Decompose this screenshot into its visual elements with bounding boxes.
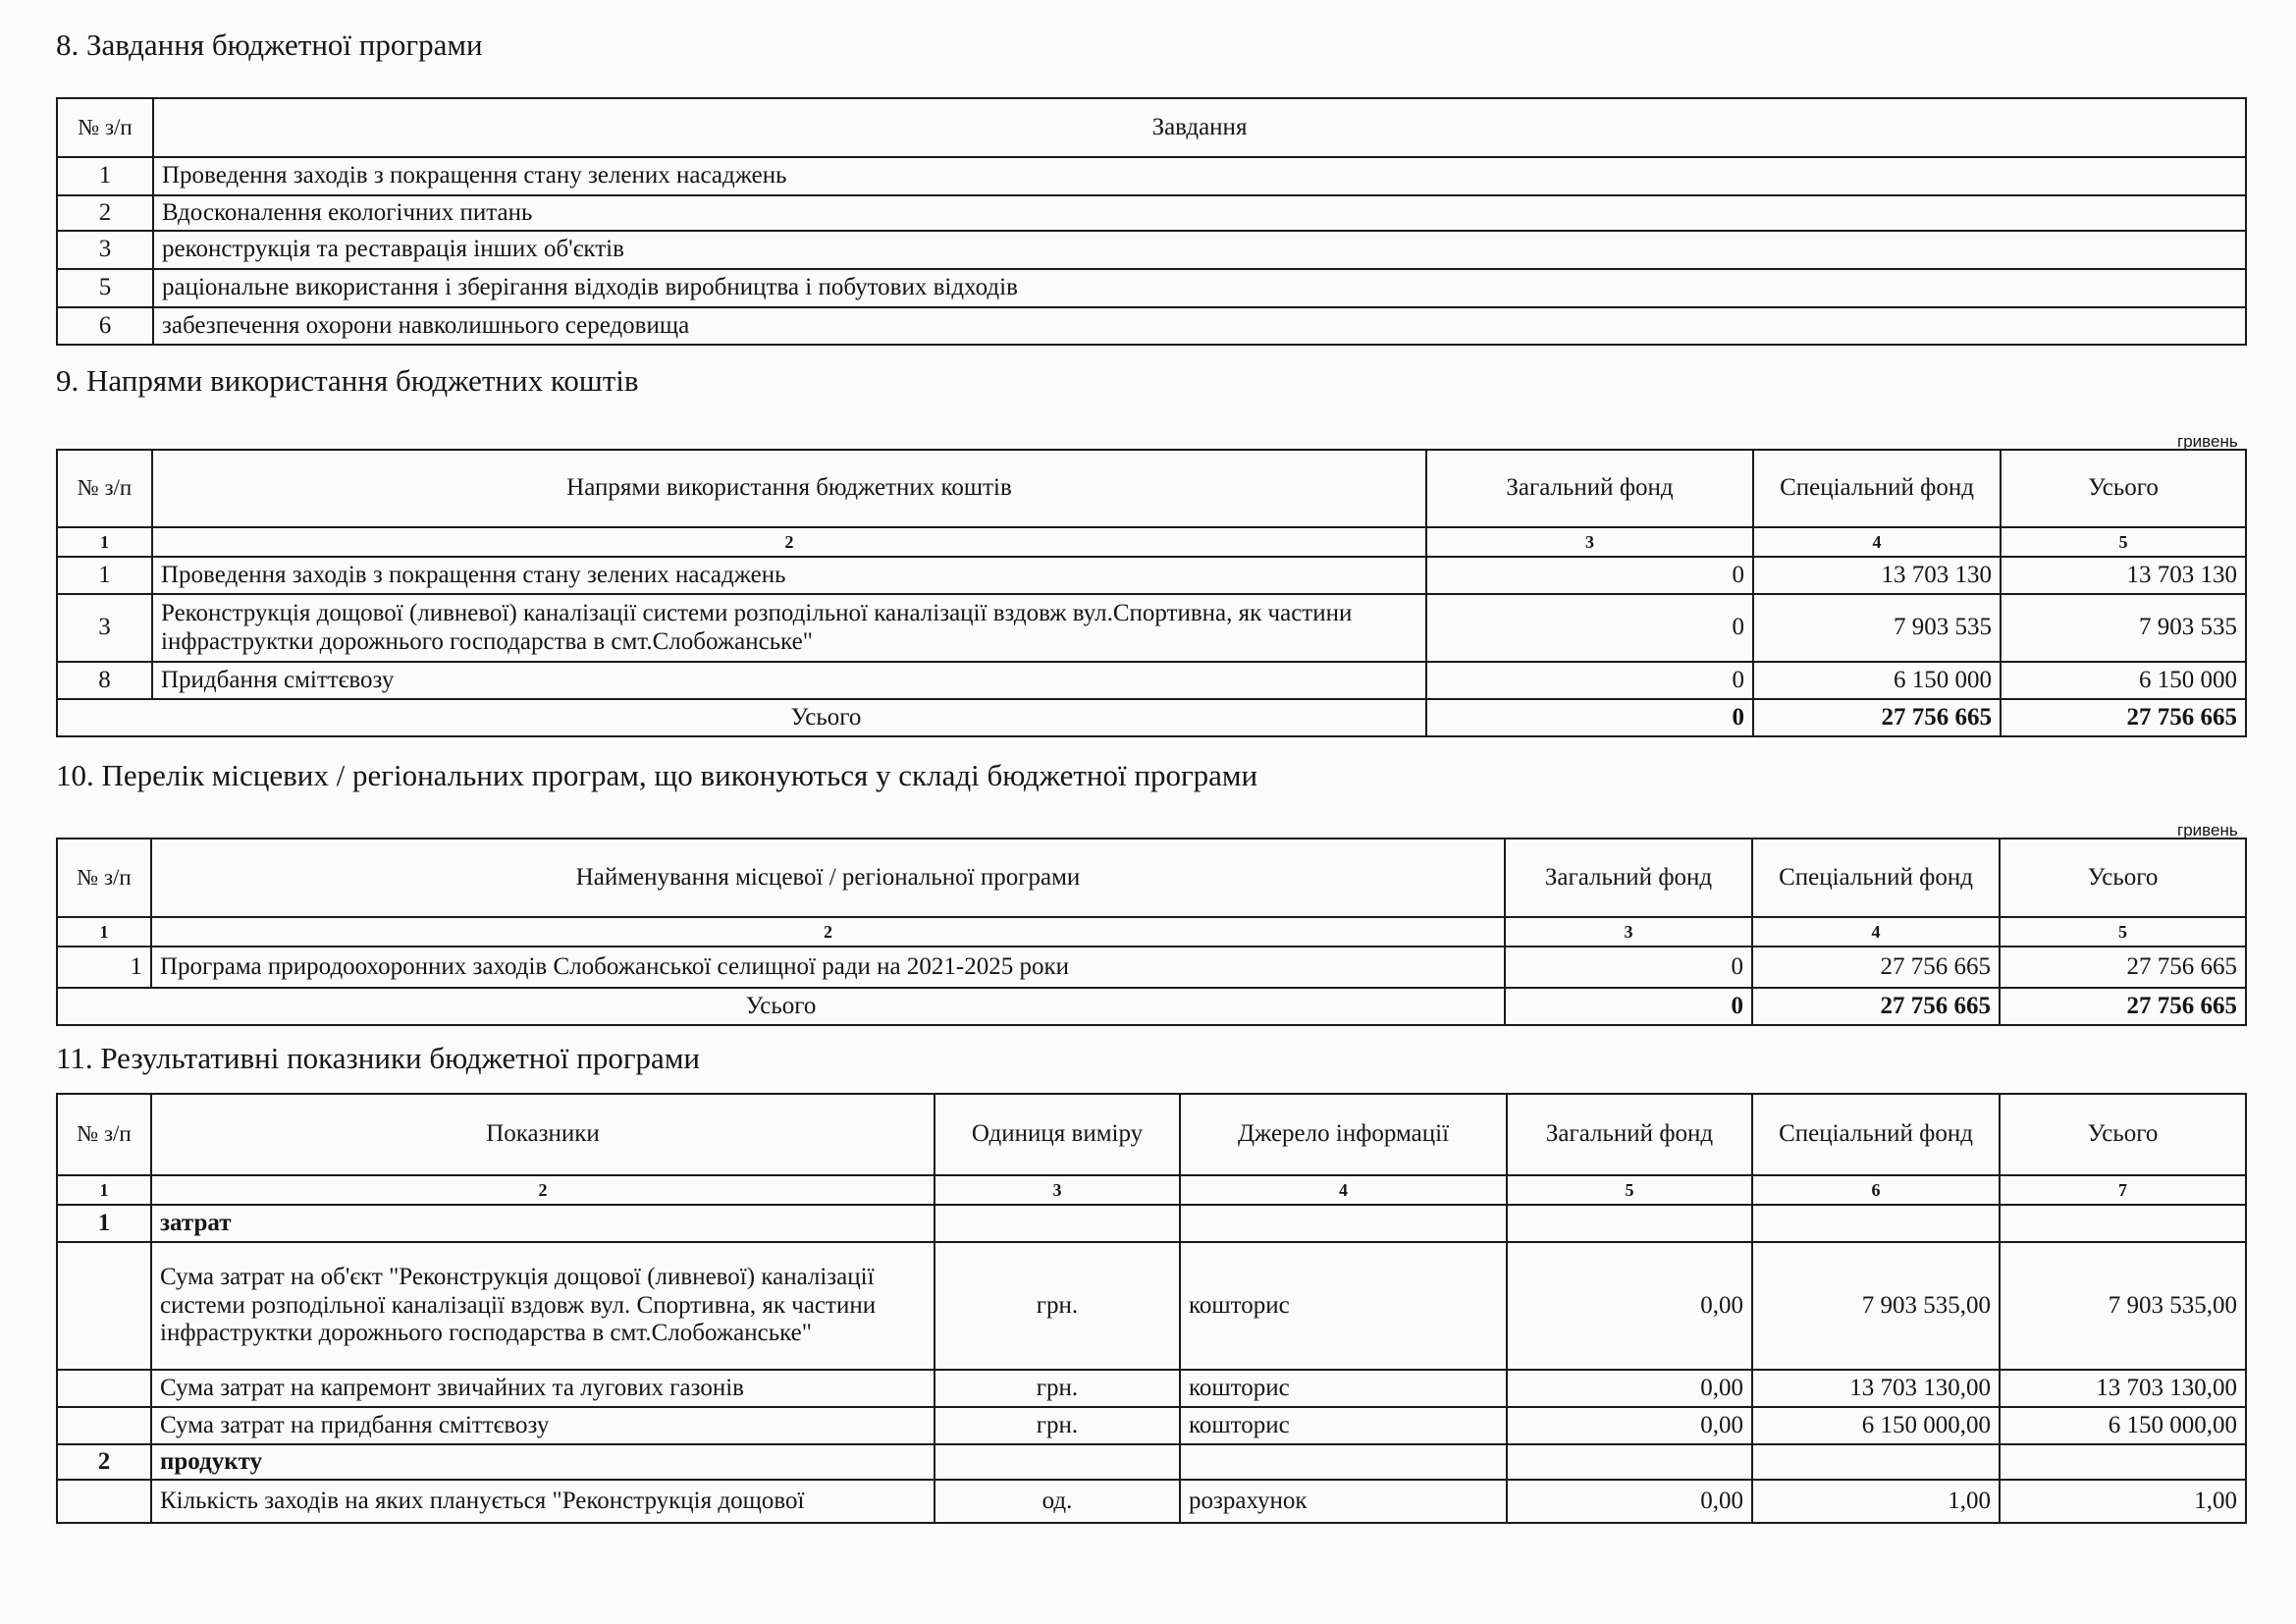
group-no: 2 bbox=[57, 1444, 151, 1480]
row-text: Реконструкція дощової (ливневої) каналізації системи розподільної каналізації вздовж вул.Спортивна, як частини інфраструктки дорожнього господарства в смт.Слобожанське" bbox=[152, 594, 1426, 662]
indicator-unit: грн. bbox=[934, 1242, 1180, 1370]
group-label: затрат bbox=[151, 1205, 934, 1242]
section11-table bbox=[56, 1093, 2247, 1524]
row-text: забезпечення охорони навколишнього середовища bbox=[153, 307, 2246, 345]
row-text: Проведення заходів з покращення стану зелених насаджень bbox=[153, 157, 2246, 195]
indicator-source: розрахунок bbox=[1180, 1480, 1507, 1523]
col-index: 2 bbox=[152, 527, 1426, 557]
col-header-program-name: Найменування місцевої / регіональної програми bbox=[151, 839, 1505, 917]
section9-title: 9. Напрями використання бюджетних коштів bbox=[56, 363, 639, 398]
row-no: 6 bbox=[57, 307, 153, 345]
col-index: 4 bbox=[1180, 1175, 1507, 1205]
row-text: Придбання сміттєвозу bbox=[152, 662, 1426, 699]
col-index: 1 bbox=[57, 917, 151, 947]
indicator-total: 6 150 000,00 bbox=[2000, 1407, 2246, 1444]
indicator-special-fund: 13 703 130,00 bbox=[1752, 1370, 2000, 1407]
col-index: 4 bbox=[1753, 527, 2001, 557]
row-text: Вдосконалення екологічних питань bbox=[153, 195, 2246, 231]
section11-title: 11. Результативні показники бюджетної програми bbox=[56, 1041, 701, 1075]
section8-table bbox=[56, 97, 2247, 346]
total-row bbox=[57, 988, 2246, 1025]
indicator-general-fund: 0,00 bbox=[1507, 1407, 1752, 1444]
col-index: 5 bbox=[1507, 1175, 1752, 1205]
section9-unit: гривень bbox=[2177, 432, 2238, 451]
indicator-general-fund: 0,00 bbox=[1507, 1242, 1752, 1370]
col-header-indicators: Показники bbox=[151, 1094, 934, 1175]
indicator-total: 1,00 bbox=[2000, 1480, 2246, 1523]
row-general-fund: 0 bbox=[1426, 557, 1753, 594]
column-index-row bbox=[57, 527, 2246, 557]
row-text: раціональне використання і зберігання відходів виробництва і побутових відходів bbox=[153, 269, 2246, 307]
col-index: 3 bbox=[1426, 527, 1753, 557]
indicator-source: кошторис bbox=[1180, 1242, 1507, 1370]
row-no: 2 bbox=[57, 195, 153, 231]
row-no: 1 bbox=[57, 157, 153, 195]
indicator-total: 7 903 535,00 bbox=[2000, 1242, 2246, 1370]
row-general-fund: 0 bbox=[1505, 947, 1752, 988]
col-index: 2 bbox=[151, 917, 1505, 947]
group-label: продукту bbox=[151, 1444, 934, 1480]
table-row bbox=[57, 662, 2246, 699]
row-total: 7 903 535 bbox=[2001, 594, 2246, 662]
col-header-special-fund: Спеціальний фонд bbox=[1752, 839, 2000, 917]
col-index: 3 bbox=[1505, 917, 1752, 947]
indicator-special-fund: 1,00 bbox=[1752, 1480, 2000, 1523]
table-row bbox=[57, 1242, 2246, 1370]
col-header-total: Усього bbox=[2000, 839, 2246, 917]
indicator-source: кошторис bbox=[1180, 1370, 1507, 1407]
table-row bbox=[57, 1370, 2246, 1407]
total-general-fund: 0 bbox=[1505, 988, 1752, 1025]
total-row bbox=[57, 699, 2246, 736]
table-row bbox=[57, 157, 2246, 195]
indicator-text: Сума затрат на придбання сміттєвозу bbox=[151, 1407, 934, 1444]
row-special-fund: 7 903 535 bbox=[1753, 594, 2001, 662]
row-no: 1 bbox=[57, 557, 152, 594]
total-general-fund: 0 bbox=[1426, 699, 1753, 736]
section10-unit: гривень bbox=[2177, 821, 2238, 839]
total-label: Усього bbox=[57, 988, 1505, 1025]
col-header-no: № з/п bbox=[57, 839, 151, 917]
indicator-general-fund: 0,00 bbox=[1507, 1370, 1752, 1407]
section10-table bbox=[56, 838, 2247, 1026]
col-index: 5 bbox=[2000, 917, 2246, 947]
col-header-general-fund: Загальний фонд bbox=[1426, 450, 1753, 527]
row-special-fund: 13 703 130 bbox=[1753, 557, 2001, 594]
row-no: 5 bbox=[57, 269, 153, 307]
indicator-total: 13 703 130,00 bbox=[2000, 1370, 2246, 1407]
total-total: 27 756 665 bbox=[2001, 699, 2246, 736]
section9-table bbox=[56, 449, 2247, 737]
col-header-general-fund: Загальний фонд bbox=[1507, 1094, 1752, 1175]
row-no: 1 bbox=[57, 947, 151, 988]
group-row bbox=[57, 1205, 2246, 1242]
column-index-row bbox=[57, 917, 2246, 947]
indicator-text: Кількість заходів на яких планується "Реконструкція дощової bbox=[151, 1480, 934, 1523]
indicator-special-fund: 6 150 000,00 bbox=[1752, 1407, 2000, 1444]
col-header-source: Джерело інформації bbox=[1180, 1094, 1507, 1175]
col-index: 4 bbox=[1752, 917, 2000, 947]
row-total: 6 150 000 bbox=[2001, 662, 2246, 699]
indicator-general-fund: 0,00 bbox=[1507, 1480, 1752, 1523]
indicator-source: кошторис bbox=[1180, 1407, 1507, 1444]
col-index: 1 bbox=[57, 527, 152, 557]
section10-title: 10. Перелік місцевих / регіональних програм, що виконуються у складі бюджетної програми bbox=[56, 758, 1258, 792]
table-row bbox=[57, 557, 2246, 594]
total-special-fund: 27 756 665 bbox=[1752, 988, 2000, 1025]
row-text: реконструкція та реставрація інших об'єктів bbox=[153, 231, 2246, 269]
col-header-total: Усього bbox=[2000, 1094, 2246, 1175]
col-header-general-fund: Загальний фонд bbox=[1505, 839, 1752, 917]
table-row bbox=[57, 307, 2246, 345]
table-row bbox=[57, 231, 2246, 269]
col-header-direction: Напрями використання бюджетних коштів bbox=[152, 450, 1426, 527]
row-total: 27 756 665 bbox=[2000, 947, 2246, 988]
row-no: 3 bbox=[57, 594, 152, 662]
group-no: 1 bbox=[57, 1205, 151, 1242]
table-row bbox=[57, 195, 2246, 231]
column-index-row bbox=[57, 1175, 2246, 1205]
total-total: 27 756 665 bbox=[2000, 988, 2246, 1025]
col-header-unit: Одиниця виміру bbox=[934, 1094, 1180, 1175]
col-index: 6 bbox=[1752, 1175, 2000, 1205]
table-row bbox=[57, 947, 2246, 988]
col-header-special-fund: Спеціальний фонд bbox=[1753, 450, 2001, 527]
col-header-task: Завдання bbox=[153, 98, 2246, 157]
row-text: Проведення заходів з покращення стану зелених насаджень bbox=[152, 557, 1426, 594]
row-special-fund: 6 150 000 bbox=[1753, 662, 2001, 699]
indicator-unit: грн. bbox=[934, 1407, 1180, 1444]
col-index: 1 bbox=[57, 1175, 151, 1205]
group-row bbox=[57, 1444, 2246, 1480]
indicator-text: Сума затрат на об'єкт "Реконструкція дощової (ливневої) каналізації системи розподільної каналізації вздовж вул. Спортивна, як частини інфраструктки дорожнього господарства в смт.Слобожанське" bbox=[151, 1242, 934, 1370]
table-row bbox=[57, 269, 2246, 307]
col-index: 3 bbox=[934, 1175, 1180, 1205]
col-header-no: № з/п bbox=[57, 1094, 151, 1175]
row-general-fund: 0 bbox=[1426, 662, 1753, 699]
table-row bbox=[57, 1480, 2246, 1523]
row-text: Програма природоохоронних заходів Слобожанської селищної ради на 2021-2025 роки bbox=[151, 947, 1505, 988]
section8-title: 8. Завдання бюджетної програми bbox=[56, 27, 483, 62]
indicator-unit: од. bbox=[934, 1480, 1180, 1523]
indicator-unit: грн. bbox=[934, 1370, 1180, 1407]
col-header-no: № з/п bbox=[57, 98, 153, 157]
row-general-fund: 0 bbox=[1426, 594, 1753, 662]
col-header-special-fund: Спеціальний фонд bbox=[1752, 1094, 2000, 1175]
col-header-no: № з/п bbox=[57, 450, 152, 527]
row-total: 13 703 130 bbox=[2001, 557, 2246, 594]
table-row bbox=[57, 1407, 2246, 1444]
total-label: Усього bbox=[57, 699, 1426, 736]
col-index: 5 bbox=[2001, 527, 2246, 557]
indicator-special-fund: 7 903 535,00 bbox=[1752, 1242, 2000, 1370]
indicator-text: Сума затрат на капремонт звичайних та лугових газонів bbox=[151, 1370, 934, 1407]
row-no: 3 bbox=[57, 231, 153, 269]
col-header-total: Усього bbox=[2001, 450, 2246, 527]
row-special-fund: 27 756 665 bbox=[1752, 947, 2000, 988]
table-row bbox=[57, 594, 2246, 662]
col-index: 7 bbox=[2000, 1175, 2246, 1205]
total-special-fund: 27 756 665 bbox=[1753, 699, 2001, 736]
row-no: 8 bbox=[57, 662, 152, 699]
col-index: 2 bbox=[151, 1175, 934, 1205]
